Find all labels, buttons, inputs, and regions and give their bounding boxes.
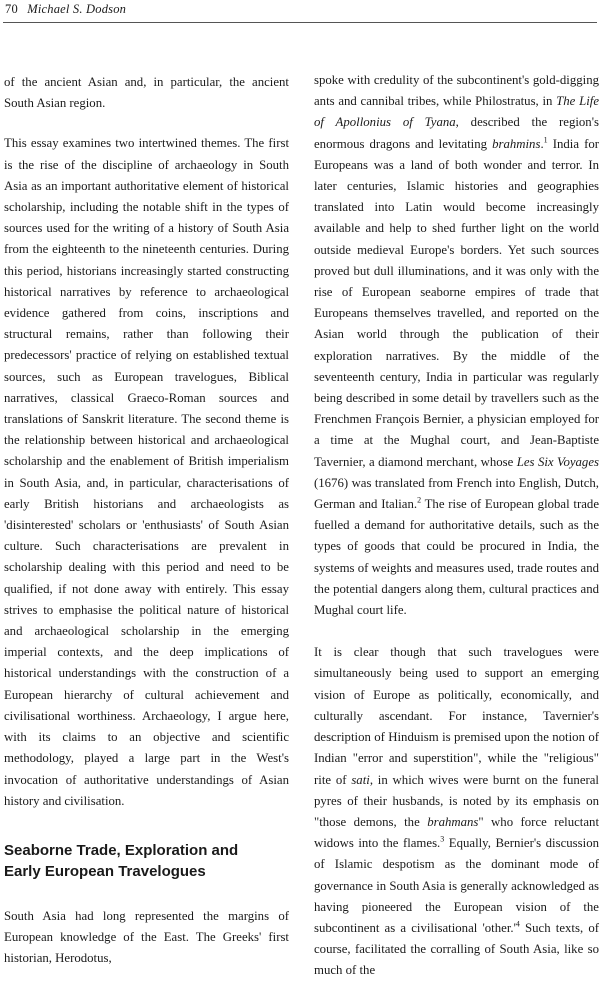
right-column: [314, 70, 599, 982]
text-run: It is clear though that such travelogues were simultaneously being used to support an emerging vision of Europe as politically, economically, and culturally ascendant. For instance, Tavernier's description of Hinduism is premised upon the notion of Indian "error and superstition", while the "religious" rite of: [314, 645, 599, 787]
text-run: Equally, Bernier's discussion of Islamic despotism as the dominant mode of governance in South Asia is generally acknowledged as having pioneered the European vision of the subcontinent as a civilisational 'other.': [314, 836, 599, 935]
right-paragraph-2: [314, 642, 599, 981]
italic-term: sati: [351, 772, 370, 787]
text-run: " who force reluctant widows into the flames.: [314, 814, 599, 851]
left-paragraph-2: This essay examines two intertwined themes. The first is the rise of the discipline of archaeology in South Asia as an important authoritative element of historical scholarship, including the notable shift in the types of sources used for the writing of a history of South Asia from the eighteenth to the nineteenth centuries. During this period, historians increasingly started constructing historical narratives by reference to archaeological evidence gathered from coins, inscriptions and structural remains, rather than following their predecessors' practice of relying on established textual sources, such as European travelogues, Biblical narratives, classical Graeco-Roman sources and translations of Sanskrit literature. The second theme is the relationship between historical and archaeological scholarship and the enablement of British imperialism in South Asia, and, in particular, characterisations of early British historians and archaeologists as 'disinterested' scholars or 'enthusiasts' of South Asian culture. Such characterisations are prevalent in scholarship dealing with this period and need to be qualified, if not done away with entirely. This essay strives to emphasise the political nature of historical and archaeological scholarship in the emerging imperial contexts, and the deep implications of historical understandings with the construction of a European hierarchy of cultural achievement and civilisational worthiness. Archaeology, I argue here, with its claims to an objective and scientific methodology, played a large part in the West's invocation of authoritative understandings of Asian history and civilisation.: [4, 136, 289, 808]
text-run: The rise of European global trade fuelled a demand for authoritative details, such as the types of goods that could be procured in India, the systems of weights and measures used, trade routes and the potential dangers along them, cultural practices and Mughal court life.: [314, 497, 599, 618]
left-paragraph-1: of the ancient Asian and, in particular, the ancient South Asian region.: [4, 75, 289, 111]
footnote-ref: 3: [440, 834, 445, 844]
left-paragraph-3: South Asia had long represented the margins of European knowledge of the East. The Greeks' first historian, Herodotus,: [4, 908, 289, 966]
running-head-author: Michael S. Dodson: [27, 2, 127, 16]
left-column: [4, 72, 289, 970]
text-run: Such texts, of course, facilitated the corralling of South Asia, like so much of the: [314, 920, 599, 978]
right-paragraph-1: spoke with credulity of the subcontinent's gold-digging ants and cannibal tribes, while Philostratus, in The Life of Apollonius of Tyana, described the region's enormous dragons and levitating brahmins.$^1$ India for Europeans was a land of both wonder and terror. In later centuries, Islamic histories and geographies translated into Latin would become increasingly available and help to shed further light on the world outside medieval Europe's borders. Yet such sources proved but dull illuminations, and it was only with the rise of European seaborne empires of trade that Europeans themselves travelled, and reported on the Asian world through the publication of their exploration narratives. By the middle of the seventeenth century, India in particular was regularly being described in some detail by travellers such as the Frenchmen François Bernier, a physician employed for a time at the Mughal court, and Jean-Baptiste Tavernier, a diamond merchant, whose Les Six Voyages (1676) was translated from French into English, Dutch, German and Italian.$^2$ The rise of European global trade fuelled a demand for authoritative details, such as the types of goods that could be procured in India, the systems of weights and measures used, trade routes and the potential dangers along them, cultural practices and Mughal court life.: [314, 73, 599, 618]
section-heading-line-1: Seaborne Trade, Exploration and: [4, 841, 239, 859]
text-run: spoke with credulity of the subcontinent's gold-digging ants and cannibal tribes, while Philostratus, in: [314, 73, 599, 109]
section-heading-line-2: Early European Travelogues: [4, 862, 206, 880]
header-rule: [3, 22, 597, 23]
italic-term: brahmans: [427, 814, 479, 829]
italic-term: brahmins: [492, 136, 541, 151]
running-head: [5, 2, 126, 17]
page-number: 70: [5, 2, 18, 16]
text-run: (1676) was translated from French into English, Dutch, German and Italian.: [314, 475, 599, 512]
section-heading: [4, 840, 289, 882]
text-run: India for Europeans was a land of both wonder and terror. In later centuries, Islamic histories and geographies translated into Latin would become increasingly available and help to shed further light on the world outside medieval Europe's borders. Yet such sources proved but dull illuminations, and it was only with the rise of European seaborne empires of trade that Europeans themselves travelled, and reported on the Asian world through the publication of their exploration narratives. By the middle of the seventeenth century, India in particular was regularly being described in some detail by travellers such as the Frenchmen François Bernier, a physician employed for a time at the Mughal court, and Jean-Baptiste Tavernier, a diamond merchant, whose: [314, 136, 599, 469]
text-run: , in which wives were burnt on the funeral pyres of their husbands, is noted by its emphasis on "those demons, the: [314, 772, 599, 829]
book-title: The Life of Apollonius of Tyana: [314, 94, 599, 130]
text-run: , described the region's enormous dragons and levitating: [314, 115, 599, 151]
footnote-ref: 1: [543, 135, 548, 145]
book-title: Les Six Voyages: [516, 454, 599, 469]
footnote-ref: 2: [417, 495, 422, 505]
footnote-ref: 4: [515, 919, 520, 929]
